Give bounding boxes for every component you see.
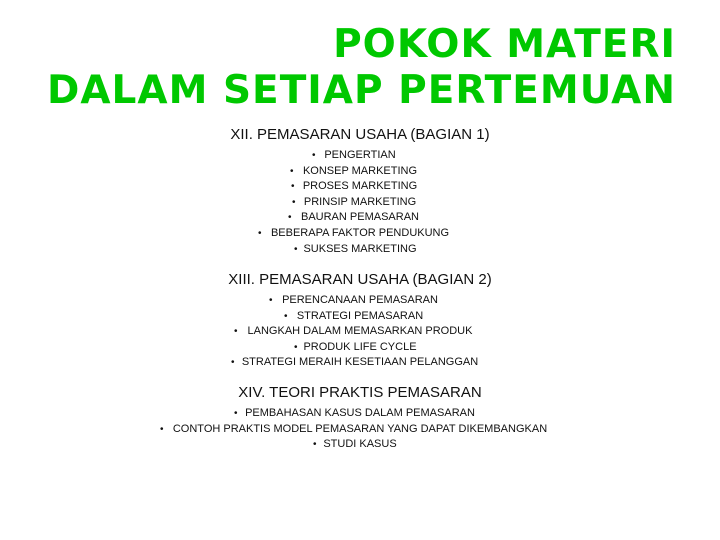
bullet-icon: •	[269, 295, 273, 306]
bullet-icon: •	[292, 196, 296, 208]
list-item	[0, 406, 720, 422]
list-item-label: PRINSIP MARKETING	[303, 195, 417, 208]
section-xiii	[0, 271, 720, 371]
bullet-icon: •	[258, 227, 262, 239]
list-item	[0, 324, 720, 340]
list-item	[0, 309, 720, 325]
list-item	[0, 148, 720, 164]
list-item-label: PERENCANAAN PEMASARAN	[282, 294, 438, 306]
list-item-label: PROSES MARKETING	[302, 180, 418, 193]
title-line-2: DALAM SETIAP PERTEMUAN	[46, 68, 676, 113]
list-item-label: STUDI KASUS	[323, 438, 397, 451]
title-line-1: POKOK MATERI	[333, 22, 676, 67]
list-item	[0, 226, 720, 242]
list-item	[0, 164, 720, 180]
list-item-label: STRATEGI PEMASARAN	[296, 309, 424, 322]
bullet-icon: •	[231, 357, 235, 369]
slide-title	[16, 22, 676, 114]
list-item-label: BEBERAPA FAKTOR PENDUKUNG	[270, 226, 450, 239]
list-item	[0, 293, 720, 309]
list-item-label: PEMBAHASAN KASUS DALAM PEMASARAN	[245, 407, 475, 419]
list-item-label: PRODUK LIFE CYCLE	[303, 340, 417, 353]
section-xii	[0, 126, 720, 257]
bullet-icon: •	[234, 326, 238, 338]
list-item-label: CONTOH PRAKTIS MODEL PEMASARAN YANG DAPAT DIKEMBANGKAN	[172, 422, 548, 435]
section-heading: XIV. TEORI PRAKTIS PEMASARAN	[238, 384, 482, 401]
section-xiv	[0, 384, 720, 453]
list-item-label: PENGERTIAN	[324, 149, 396, 161]
bullet-icon: •	[284, 310, 288, 322]
list-item	[0, 437, 720, 453]
list-item-label: LANGKAH DALAM MEMASARKAN PRODUK	[247, 325, 473, 338]
bullet-icon: •	[294, 243, 298, 255]
list-item	[0, 195, 720, 211]
bullet-icon: •	[313, 439, 317, 451]
bullet-icon: •	[291, 181, 295, 193]
bullet-icon: •	[160, 423, 164, 435]
list-item	[0, 422, 720, 438]
list-item-label: SUKSES MARKETING	[303, 242, 417, 255]
list-item	[0, 355, 720, 371]
section-heading: XII. PEMASARAN USAHA (BAGIAN 1)	[230, 126, 490, 143]
bullet-icon: •	[294, 341, 298, 353]
bullet-icon: •	[234, 408, 238, 419]
list-item	[0, 242, 720, 258]
list-item-label: STRATEGI MERAIH KESETIAAN PELANGGAN	[241, 356, 479, 369]
list-item	[0, 179, 720, 195]
list-item-label: KONSEP MARKETING	[302, 164, 418, 177]
list-item	[0, 340, 720, 356]
list-item	[0, 210, 720, 226]
bullet-icon: •	[290, 165, 294, 177]
bullet-icon: •	[312, 150, 316, 161]
section-heading: XIII. PEMASARAN USAHA (BAGIAN 2)	[228, 271, 492, 288]
list-item-label: BAURAN PEMASARAN	[301, 211, 419, 224]
bullet-icon: •	[288, 212, 292, 224]
